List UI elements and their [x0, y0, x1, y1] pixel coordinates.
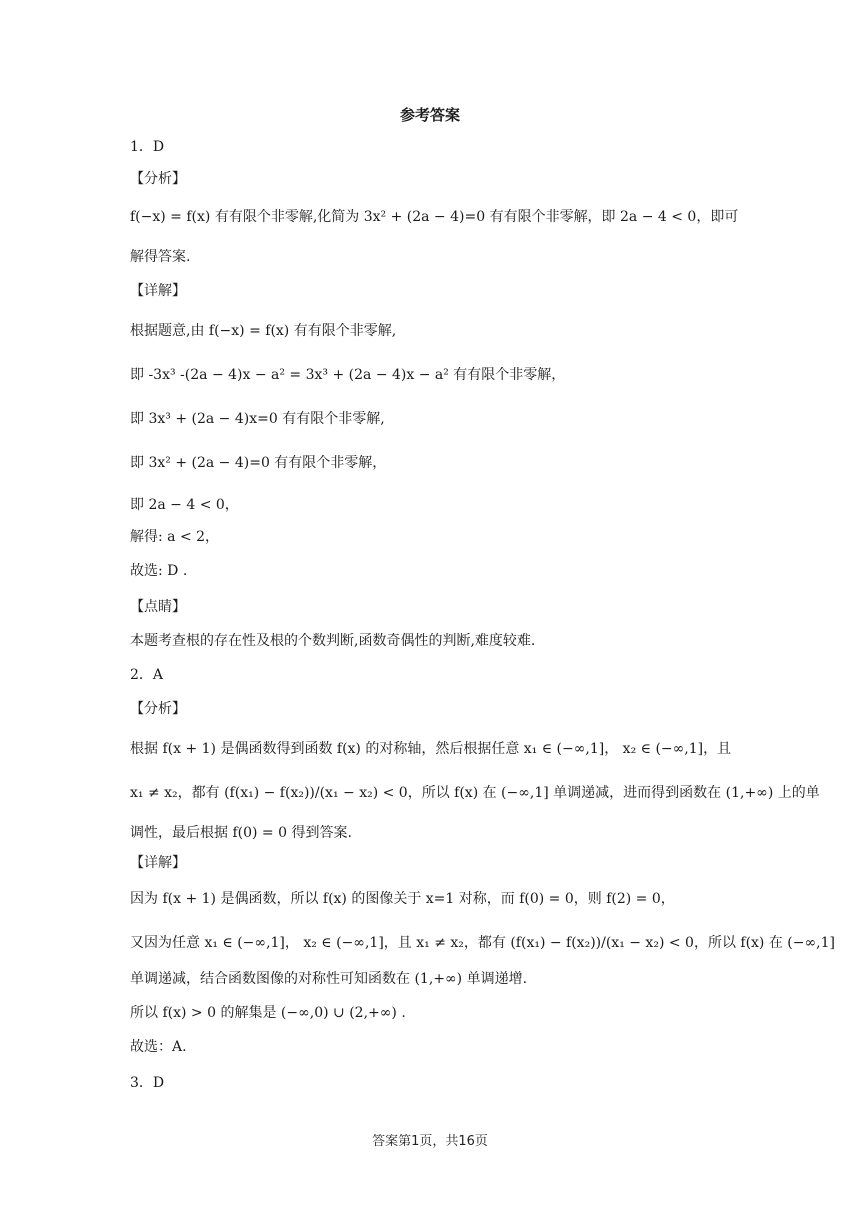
q2-analysis-label: 【分析】 [130, 701, 186, 717]
q2-analysis-line: 调性，最后根据 f(0) = 0 得到答案. [130, 825, 352, 841]
q1-detail-label: 【详解】 [130, 283, 186, 299]
q2-analysis-line: 根据 f(x + 1) 是偶函数得到函数 f(x) 的对称轴，然后根据任意 x₁ ∈ (−∞,1]， x₂ ∈ (−∞,1]，且 [130, 741, 732, 757]
q1-detail-line: 即 3x³ + (2a − 4)x=0 有有限个非零解, [130, 411, 385, 427]
q2-detail-line: 因为 f(x + 1) 是偶函数，所以 f(x) 的图像关于 x=1 对称，而 f(0) = 0，则 f(2) = 0， [130, 891, 675, 907]
q1-analysis-label: 【分析】 [130, 171, 186, 187]
q2-heading: 2．A [130, 667, 164, 683]
q2-detail-line: 所以 f(x) > 0 的解集是 (−∞,0) ∪ (2,+∞) . [130, 1005, 406, 1021]
q1-detail-line: 故选: D . [130, 563, 188, 579]
q1-detail-line: 即 3x² + (2a − 4)=0 有有限个非零解， [130, 455, 387, 471]
q1-detail-line: 解得: a < 2， [130, 529, 220, 545]
q1-comment-text: 本题考查根的存在性及根的个数判断,函数奇偶性的判断,难度较难. [130, 633, 536, 649]
q1-detail-line: 根据题意,由 f(−x) = f(x) 有有限个非零解, [130, 323, 397, 339]
q2-detail-line: 又因为任意 x₁ ∈ (−∞,1]， x₂ ∈ (−∞,1]，且 x₁ ≠ x₂，都有 (f(x₁) − f(x₂))/(x₁ − x₂) < 0，所以 f(x) 在 (−∞,1] [130, 935, 835, 951]
q1-comment-label: 【点睛】 [130, 599, 186, 615]
q1-detail-line: 即 -3x³ -(2a − 4)x − a² = 3x³ + (2a − 4)x − a² 有有限个非零解， [130, 367, 566, 383]
q2-detail-label: 【详解】 [130, 855, 186, 871]
page-footer: 答案第1页，共16页 [372, 1134, 488, 1149]
q1-analysis-line1: f(−x) = f(x) 有有限个非零解,化简为 3x² + (2a − 4)=0 有有限个非零解，即 2a − 4 < 0，即可 [130, 209, 739, 225]
q1-heading: 1．D [130, 139, 165, 155]
q3-heading: 3．D [130, 1075, 165, 1091]
q1-detail-line: 即 2a − 4 < 0， [130, 497, 239, 513]
q1-analysis-line2: 解得答案. [130, 249, 191, 265]
q2-analysis-line: x₁ ≠ x₂，都有 (f(x₁) − f(x₂))/(x₁ − x₂) < 0，所以 f(x) 在 (−∞,1] 单调递减，进而得到函数在 (1,+∞) 上的单 [130, 785, 820, 801]
q2-detail-line: 故选：A. [130, 1039, 187, 1055]
page-title: 参考答案 [399, 106, 460, 124]
q2-detail-line: 单调递减，结合函数图像的对称性可知函数在 (1,+∞) 单调递增. [130, 971, 528, 987]
